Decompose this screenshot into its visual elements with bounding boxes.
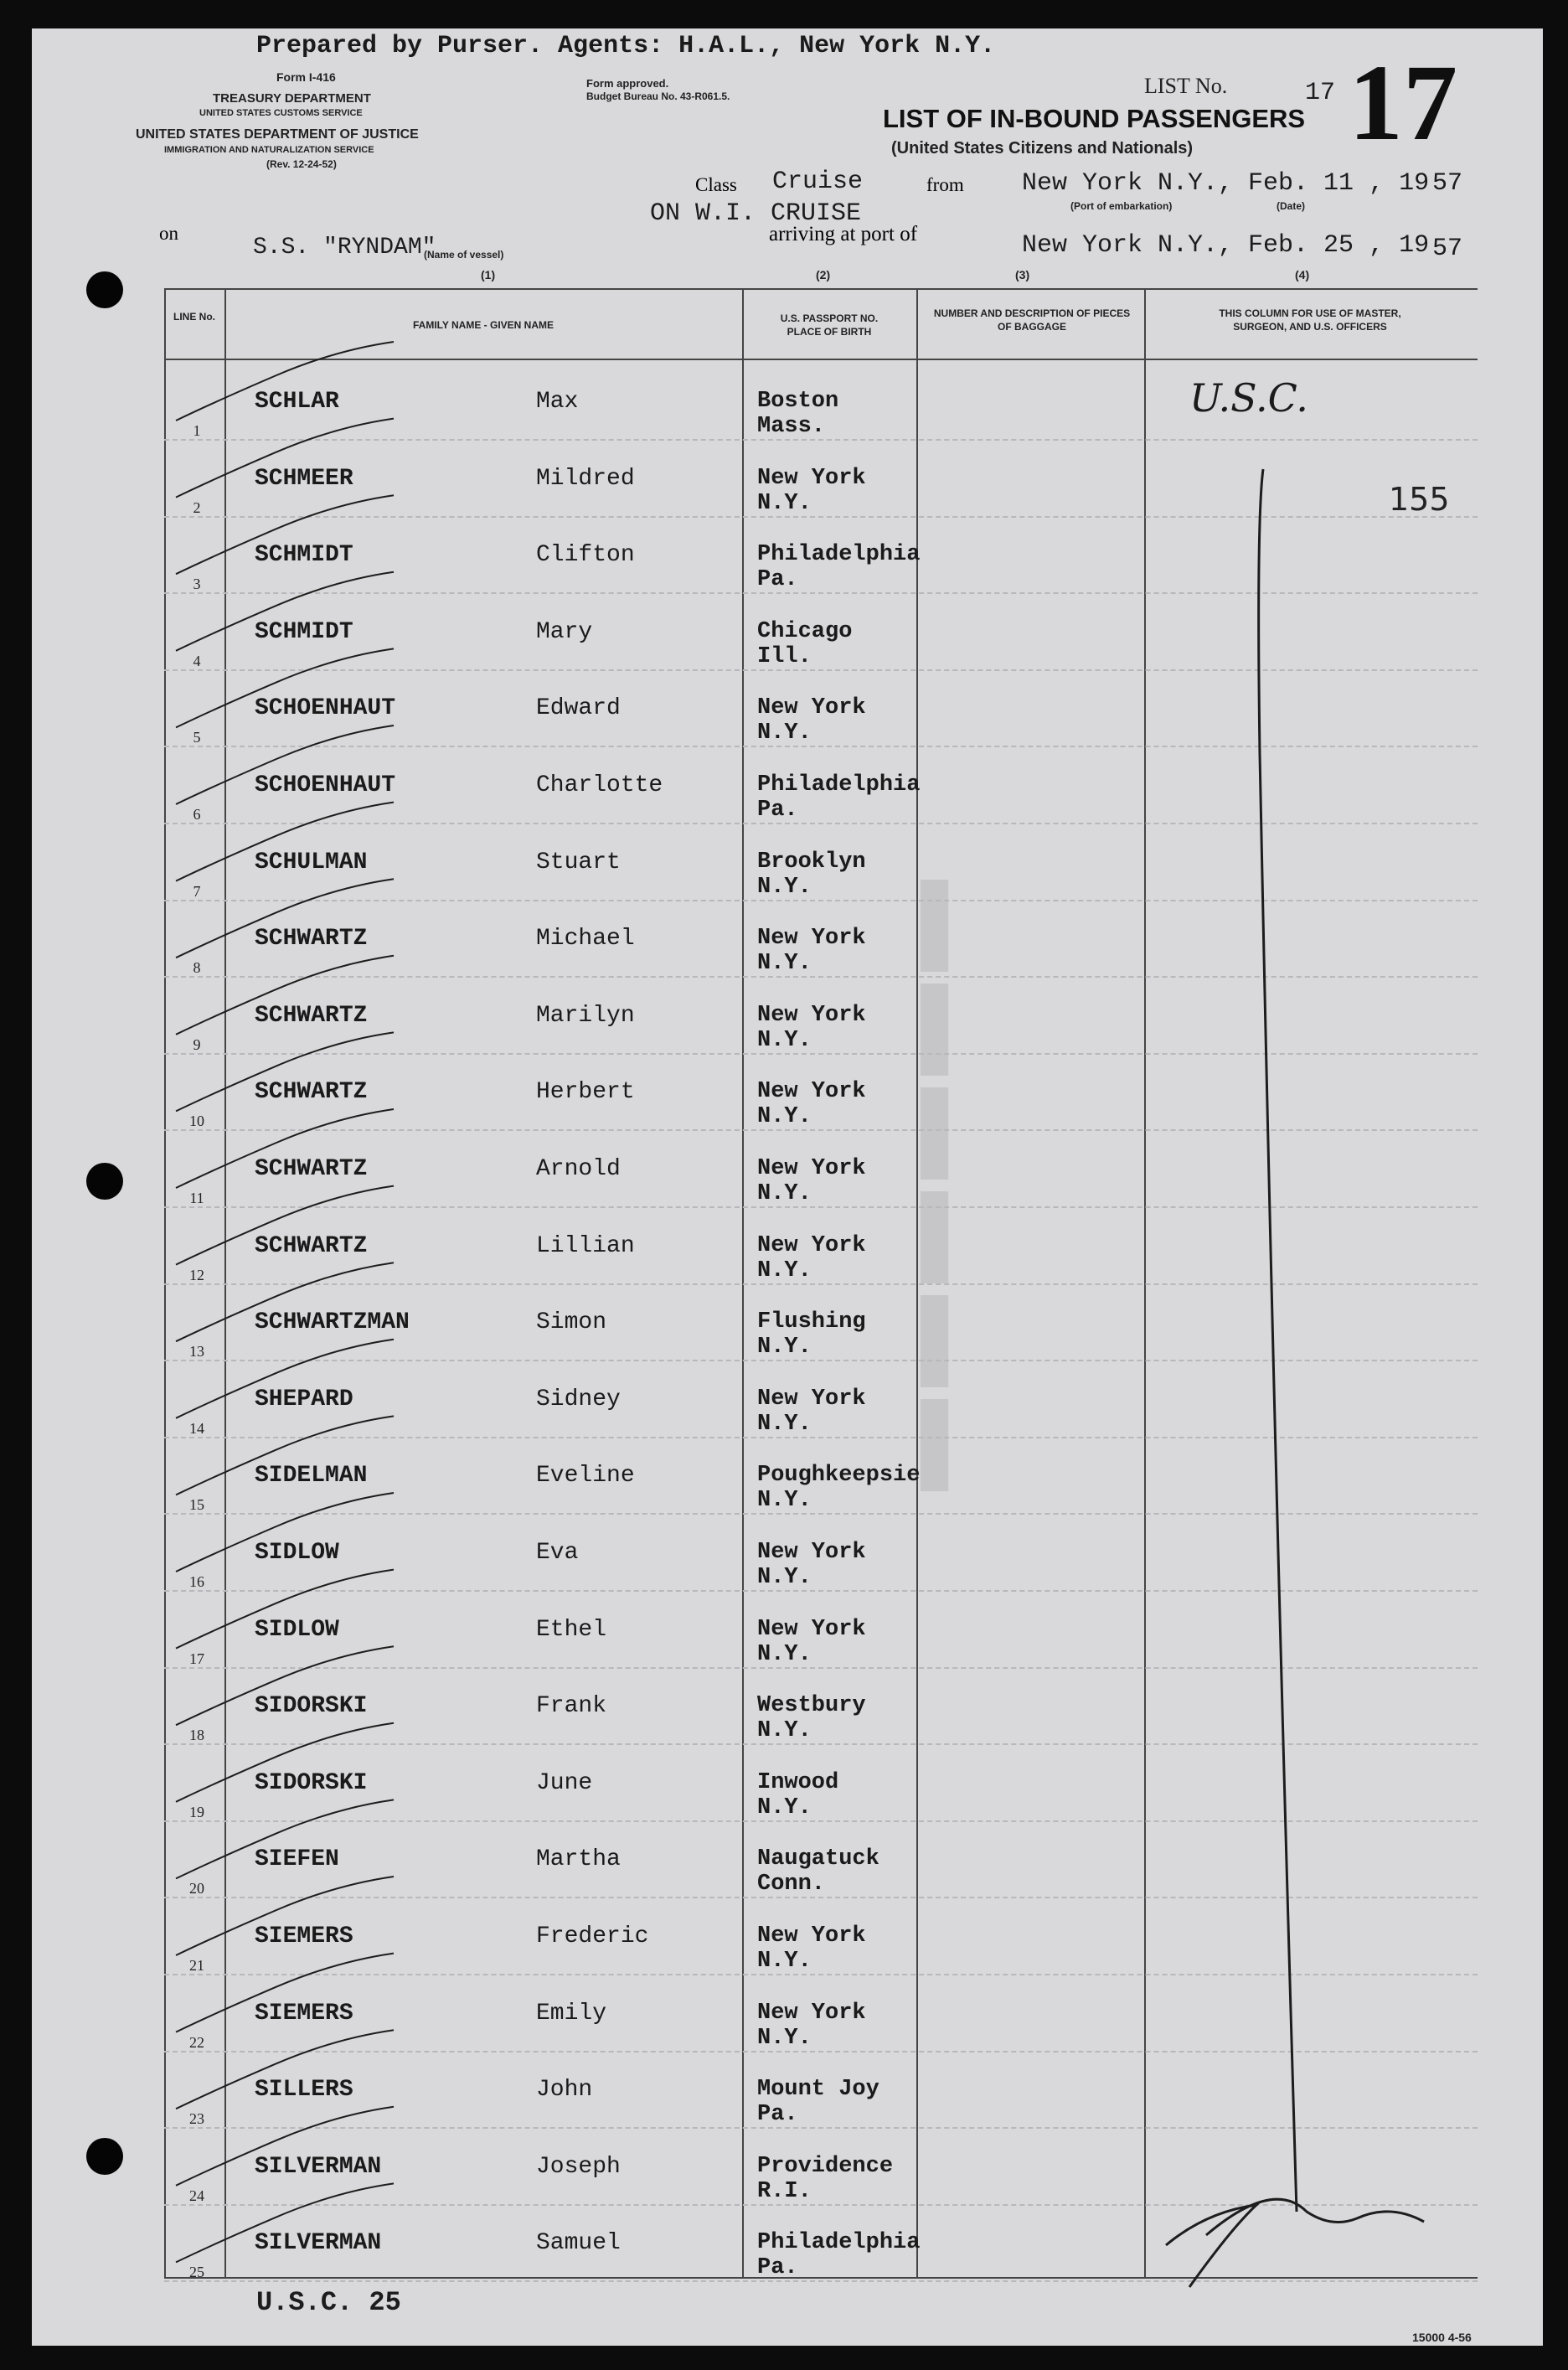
check-mark xyxy=(176,1646,394,1725)
line-number: 23 xyxy=(189,2110,204,2128)
check-mark xyxy=(176,1032,394,1111)
birthplace-city: Flushing xyxy=(757,1309,866,1335)
birthplace-state: Pa. xyxy=(757,798,798,823)
background-stamp: ▬▬▬▬▬▬ xyxy=(900,880,1003,1503)
given-name: Sidney xyxy=(536,1386,621,1412)
given-name: Edward xyxy=(536,695,621,722)
treasury-dept: TREASURY DEPARTMENT xyxy=(213,91,371,106)
line-number: 10 xyxy=(189,1113,204,1130)
birthplace-state: Pa. xyxy=(757,567,798,593)
family-name: SIEFEN xyxy=(255,1846,339,1873)
family-name: SIDLOW xyxy=(255,1616,339,1643)
birthplace-state: N.Y. xyxy=(757,1949,812,1974)
given-name: Emily xyxy=(536,2000,607,2027)
family-name: SILLERS xyxy=(255,2077,353,2104)
family-name: SCHMIDT xyxy=(255,542,353,569)
family-name: SIDLOW xyxy=(255,1540,339,1566)
given-name: Michael xyxy=(536,926,635,953)
line-number: 1 xyxy=(193,422,201,439)
birthplace-city: Boston xyxy=(757,389,839,414)
line-number: 18 xyxy=(189,1727,204,1744)
list-no-stamp: 17 xyxy=(1349,43,1457,163)
col-header-passport: U.S. PASSPORT NO. PLACE OF BIRTH xyxy=(780,312,879,338)
birthplace-state: N.Y. xyxy=(757,1027,812,1053)
birthplace-state: N.Y. xyxy=(757,1411,812,1437)
family-name: SCHOENHAUT xyxy=(255,772,396,798)
col-header-line-no: LINE No. xyxy=(173,311,215,323)
check-mark xyxy=(176,2107,394,2186)
birthplace-state: Conn. xyxy=(757,1872,826,1898)
port-embark-caption: (Port of embarkation) xyxy=(1070,200,1173,212)
given-name: Joseph xyxy=(536,2153,621,2180)
given-name: Mildred xyxy=(536,465,635,492)
birthplace-city: New York xyxy=(757,1540,866,1565)
family-name: SCHWARTZ xyxy=(255,926,368,953)
birthplace-state: N.Y. xyxy=(757,490,812,516)
class-value: Cruise xyxy=(772,168,864,196)
embark-port-date: New York N.Y., Feb. 11 , 19 xyxy=(1022,169,1430,198)
birthplace-city: Philadelphia xyxy=(757,2230,921,2256)
check-mark xyxy=(176,342,394,421)
line-number: 15 xyxy=(189,1496,204,1514)
birthplace-state: N.Y. xyxy=(757,1488,812,1514)
birthplace-city: New York xyxy=(757,926,866,952)
line-number: 12 xyxy=(189,1266,204,1283)
given-name: Lillian xyxy=(536,1232,635,1259)
birthplace-city: New York xyxy=(757,465,866,491)
birthplace-city: New York xyxy=(757,1002,866,1028)
col-header-name: FAMILY NAME - GIVEN NAME xyxy=(412,319,554,331)
line-number: 14 xyxy=(189,1419,204,1437)
immigration-service: IMMIGRATION AND NATURALIZATION SERVICE xyxy=(164,145,374,155)
birthplace-city: New York xyxy=(757,1923,866,1949)
budget-bureau: Budget Bureau No. 43-R061.5. xyxy=(586,90,730,102)
given-name: Ethel xyxy=(536,1616,607,1643)
birthplace-state: Mass. xyxy=(757,414,826,439)
birthplace-city: Inwood xyxy=(757,1769,839,1795)
col-num-3: (3) xyxy=(1015,268,1030,281)
given-name: Frederic xyxy=(536,1923,649,1949)
family-name: SILVERMAN xyxy=(255,2153,382,2180)
line-number: 24 xyxy=(189,2187,204,2204)
birthplace-state: N.Y. xyxy=(757,1257,812,1283)
birthplace-state: Ill. xyxy=(757,643,812,669)
given-name: Eveline xyxy=(536,1463,635,1490)
birthplace-city: Poughkeepsie xyxy=(757,1463,921,1489)
list-title: LIST OF IN-BOUND PASSENGERS xyxy=(883,104,1306,133)
birthplace-city: New York xyxy=(757,1616,866,1642)
given-name: Charlotte xyxy=(536,772,663,798)
check-mark xyxy=(176,2030,394,2109)
customs-service: UNITED STATES CUSTOMS SERVICE xyxy=(199,108,363,118)
family-name: SCHMEER xyxy=(255,465,353,492)
given-name: Eva xyxy=(536,1540,579,1566)
family-name: SIEMERS xyxy=(255,2000,353,2027)
list-no-typed: 17 xyxy=(1305,79,1336,107)
print-code: 15000 4-56 xyxy=(1412,2331,1472,2344)
line-number: 21 xyxy=(189,1957,204,1974)
family-name: SIEMERS xyxy=(255,1923,353,1949)
birthplace-city: New York xyxy=(757,1232,866,1258)
given-name: John xyxy=(536,2077,593,2104)
col-header-officers: THIS COLUMN FOR USE OF MASTER, SURGEON, AND U.S. OFFICERS xyxy=(1219,307,1401,333)
birthplace-state: R.I. xyxy=(757,2178,812,2204)
col-header-baggage: NUMBER AND DESCRIPTION OF PIECES OF BAGGAGE xyxy=(933,307,1131,333)
cruise-note: ON W.I. CRUISE xyxy=(650,199,862,228)
justice-dept: UNITED STATES DEPARTMENT OF JUSTICE xyxy=(136,127,419,142)
check-mark xyxy=(176,1493,394,1572)
family-name: SILVERMAN xyxy=(255,2230,382,2257)
line-number: 25 xyxy=(189,2264,204,2281)
given-name: Samuel xyxy=(536,2230,621,2257)
check-mark xyxy=(176,419,394,498)
birthplace-state: Pa. xyxy=(757,2102,798,2128)
class-label: Class xyxy=(695,174,737,195)
given-name: Herbert xyxy=(536,1079,635,1106)
check-mark xyxy=(176,1570,394,1649)
col-num-2: (2) xyxy=(816,268,831,281)
vessel-caption: (Name of vessel) xyxy=(424,249,504,261)
check-mark xyxy=(176,1799,394,1878)
check-mark xyxy=(176,1877,394,1955)
form-approved: Form approved. xyxy=(586,77,669,90)
family-name: SIDORSKI xyxy=(255,1769,368,1796)
check-mark xyxy=(176,1723,394,1802)
arriving-label: arriving at port of xyxy=(769,223,918,245)
birthplace-city: Mount Joy xyxy=(757,2077,879,2103)
form-number: Form I-416 xyxy=(276,70,336,84)
on-label: on xyxy=(159,223,178,244)
family-name: SCHOENHAUT xyxy=(255,695,396,722)
check-mark xyxy=(176,1954,394,2032)
vessel-name: S.S. "RYNDAM" xyxy=(253,235,436,261)
total-passengers: U.S.C. 25 xyxy=(256,2287,401,2318)
given-name: Clifton xyxy=(536,542,635,569)
birthplace-city: New York xyxy=(757,1156,866,1181)
line-number: 17 xyxy=(189,1650,204,1667)
embark-year: 57 xyxy=(1432,169,1463,198)
check-mark xyxy=(176,572,394,651)
birthplace-city: Chicago xyxy=(757,618,853,644)
list-subtitle: (United States Citizens and Nationals) xyxy=(891,139,1194,157)
family-name: SCHWARTZ xyxy=(255,1079,368,1106)
family-name: SCHWARTZ xyxy=(255,1156,368,1182)
family-name: SCHMIDT xyxy=(255,618,353,645)
birthplace-city: Providence xyxy=(757,2153,894,2179)
birthplace-city: New York xyxy=(757,695,866,721)
birthplace-state: N.Y. xyxy=(757,1104,812,1130)
family-name: SHEPARD xyxy=(255,1386,353,1412)
birthplace-state: N.Y. xyxy=(757,1718,812,1744)
birthplace-city: Westbury xyxy=(757,1693,866,1719)
arrival-year: 57 xyxy=(1432,235,1463,263)
from-label: from xyxy=(926,174,964,195)
check-mark xyxy=(176,648,394,727)
list-no-label: LIST No. xyxy=(1144,74,1228,98)
line-number: 11 xyxy=(189,1190,204,1206)
line-number: 13 xyxy=(189,1343,204,1361)
given-name: June xyxy=(536,1769,593,1796)
line-number: 16 xyxy=(189,1573,204,1590)
family-name: SCHWARTZMAN xyxy=(255,1309,410,1336)
family-name: SCHULMAN xyxy=(255,849,368,875)
line-number: 3 xyxy=(193,576,201,593)
check-mark xyxy=(176,2183,394,2262)
given-name: Simon xyxy=(536,1309,607,1336)
family-name: SCHWARTZ xyxy=(255,1232,368,1259)
passenger-count: 155 xyxy=(1389,481,1450,518)
officer-initials: U.S.C. xyxy=(1189,375,1308,421)
line-number: 2 xyxy=(193,498,201,516)
line-number: 19 xyxy=(189,1803,204,1820)
check-mark xyxy=(176,495,394,574)
family-name: SIDELMAN xyxy=(255,1463,368,1490)
col-num-1: (1) xyxy=(481,268,496,281)
col-num-4: (4) xyxy=(1295,268,1310,281)
check-mark xyxy=(176,1340,394,1418)
birthplace-state: N.Y. xyxy=(757,720,812,746)
given-name: Mary xyxy=(536,618,593,645)
family-name: SCHWARTZ xyxy=(255,1002,368,1029)
birthplace-city: Philadelphia xyxy=(757,542,921,568)
birthplace-city: New York xyxy=(757,1386,866,1412)
check-mark xyxy=(176,1186,394,1265)
line-number: 22 xyxy=(189,2033,204,2051)
given-name: Stuart xyxy=(536,849,621,875)
date-caption: (Date) xyxy=(1277,200,1306,212)
check-mark xyxy=(176,1416,394,1495)
birthplace-city: Brooklyn xyxy=(757,849,866,875)
check-mark xyxy=(176,803,394,881)
check-mark xyxy=(176,1262,394,1341)
given-name: Martha xyxy=(536,1846,621,1873)
birthplace-state: N.Y. xyxy=(757,1181,812,1206)
given-name: Marilyn xyxy=(536,1002,635,1029)
family-name: SCHLAR xyxy=(255,389,339,415)
birthplace-state: N.Y. xyxy=(757,1794,812,1820)
line-number: 6 xyxy=(193,806,201,823)
birthplace-city: New York xyxy=(757,2000,866,2026)
birthplace-state: N.Y. xyxy=(757,1335,812,1361)
birthplace-state: N.Y. xyxy=(757,1565,812,1590)
check-mark xyxy=(176,725,394,804)
given-name: Frank xyxy=(536,1693,607,1720)
line-number: 4 xyxy=(193,652,201,669)
given-name: Max xyxy=(536,389,579,415)
revision-date: (Rev. 12-24-52) xyxy=(266,158,337,170)
birthplace-city: Philadelphia xyxy=(757,772,921,798)
prepared-by-line: Prepared by Purser. Agents: H.A.L., New York N.Y. xyxy=(256,32,996,60)
birthplace-state: Pa. xyxy=(757,2255,798,2281)
check-mark xyxy=(176,1109,394,1188)
line-number: 8 xyxy=(193,959,201,977)
family-name: SIDORSKI xyxy=(255,1693,368,1720)
birthplace-state: N.Y. xyxy=(757,951,812,977)
birthplace-state: N.Y. xyxy=(757,874,812,900)
officer-check-line xyxy=(1259,469,1297,2212)
officer-signature xyxy=(1166,2199,1424,2287)
line-number: 7 xyxy=(193,882,201,900)
check-mark xyxy=(176,879,394,958)
line-number: 20 xyxy=(189,1880,204,1898)
birthplace-city: New York xyxy=(757,1079,866,1105)
given-name: Arnold xyxy=(536,1156,621,1182)
arrival-port-date: New York N.Y., Feb. 25 , 19 xyxy=(1022,231,1430,260)
check-mark xyxy=(176,956,394,1035)
birthplace-state: N.Y. xyxy=(757,1641,812,1667)
birthplace-city: Naugatuck xyxy=(757,1846,879,1872)
line-number: 9 xyxy=(193,1035,201,1053)
line-number: 5 xyxy=(193,729,201,746)
birthplace-state: N.Y. xyxy=(757,2025,812,2051)
